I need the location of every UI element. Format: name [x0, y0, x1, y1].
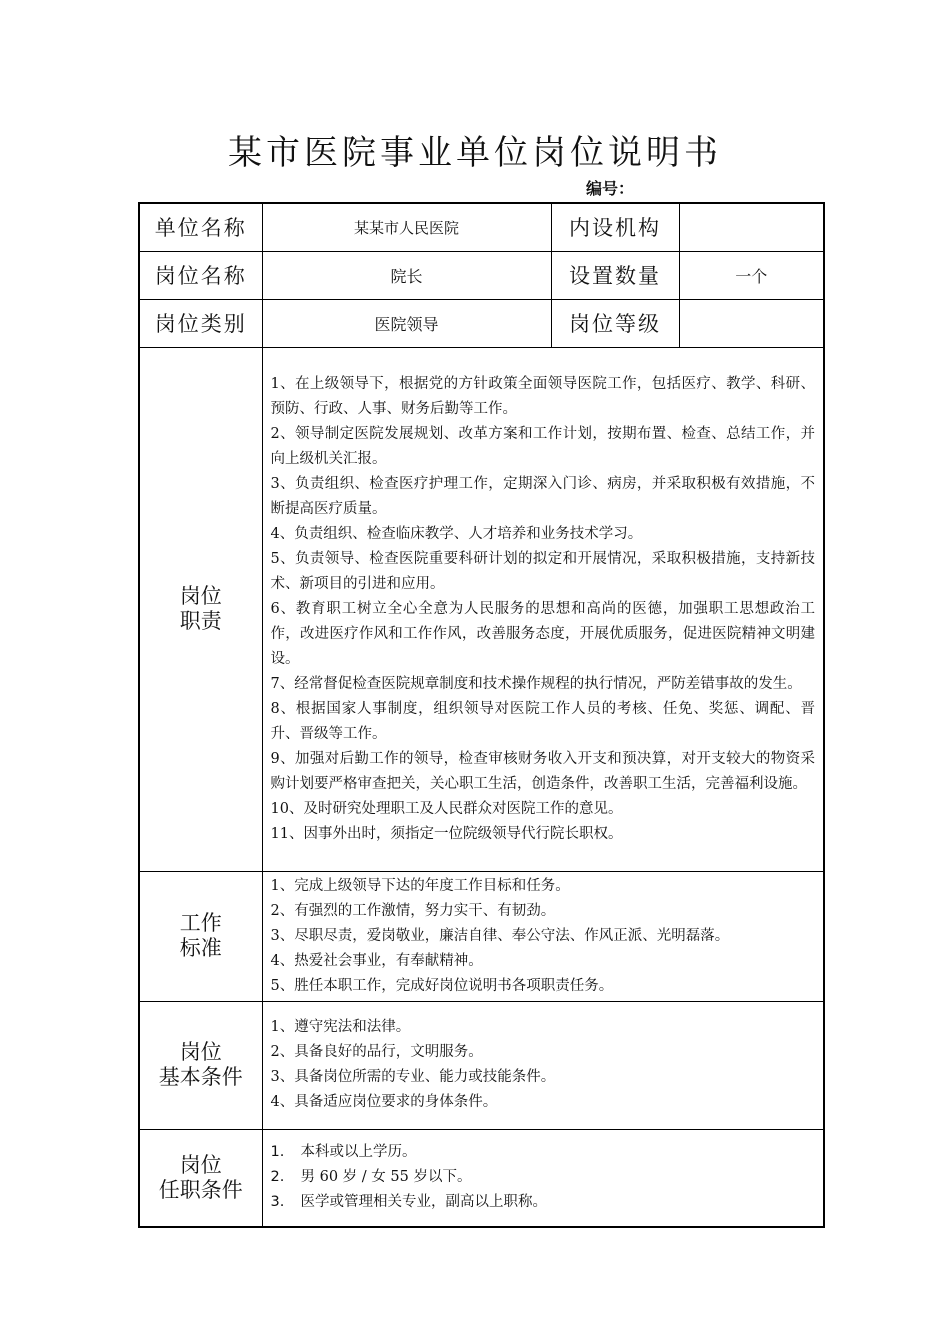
category-value: 医院领导: [262, 299, 551, 347]
duties-label-line2: 职责: [179, 609, 222, 633]
internal-org-value: [679, 203, 824, 251]
qualification-number: 2.: [270, 1169, 285, 1186]
row-unit: [139, 203, 824, 251]
basic-conditions-list: [262, 1001, 824, 1129]
qualification-item: [271, 1165, 816, 1190]
row-category: [139, 299, 824, 347]
duty-item: 11、因事外出时，须指定一位院级领导代行院长职权。: [270, 825, 623, 842]
qualification-item: [271, 1140, 816, 1165]
qualification-number: 1.: [270, 1144, 285, 1161]
row-standards: [139, 871, 824, 1001]
qualifications-label-line1: 岗位: [179, 1152, 222, 1177]
count-label: 设置数量: [551, 251, 679, 299]
grade-value: [679, 299, 824, 347]
document-title: 某市医院事业单位岗位说明书: [228, 133, 722, 173]
duties-label-line1: 岗位: [179, 584, 222, 608]
duty-item: 10、及时研究处理职工及人民群众对医院工作的意见。: [270, 800, 623, 817]
duty-item: 6、教育职工树立全心全意为人民服务的思想和高尚的医德，加强职工思想政治工作，改进医疗作风和工作作风，改善服务态度，开展优质服务，促进医院精神文明建设。: [270, 600, 815, 667]
standard-item: 5、胜任本职工作，完成好岗位说明书各项职责任务。: [270, 977, 614, 994]
standards-label: [139, 871, 262, 1001]
qualification-text: 本科或以上学历。: [300, 1144, 417, 1161]
standards-label-line1: 工作: [179, 911, 222, 935]
standard-item: 4、热爱社会事业，有奉献精神。: [270, 952, 483, 969]
duty-item: 9、加强对后勤工作的领导，检查审核财务收入开支和预决算，对开支较大的物资采购计划要严格审查把关，关心职工生活，创造条件，改善职工生活，完善福利设施。: [270, 750, 815, 792]
category-label: 岗位类别: [139, 299, 262, 347]
standard-item: 1、完成上级领导下达的年度工作目标和任务。: [270, 877, 570, 894]
qualifications-label-line2: 任职条件: [158, 1177, 243, 1202]
doc-number-label: 编号：: [586, 179, 635, 198]
position-description-table: [138, 202, 825, 1228]
basic-condition-item: 1、遵守宪法和法律。: [270, 1019, 411, 1035]
duty-item: 5、负责领导、检查医院重要科研计划的拟定和开展情况，采取积极措施，支持新技术、新项目的引进和应用。: [270, 550, 815, 592]
qualifications-label: [139, 1129, 262, 1227]
qualifications-list: [262, 1129, 824, 1227]
basic-conditions-label-line1: 岗位: [179, 1040, 222, 1064]
row-position: [139, 251, 824, 299]
grade-label: 岗位等级: [551, 299, 679, 347]
standards-list: [262, 871, 824, 1001]
unit-name-value: 某某市人民医院: [262, 203, 551, 251]
duty-item: 3、负责组织、检查医疗护理工作，定期深入门诊、病房，并采取积极有效措施，不断提高医疗质量。: [270, 475, 815, 517]
duty-item: 7、经常督促检查医院规章制度和技术操作规程的执行情况，严防差错事故的发生。: [270, 675, 802, 692]
row-qualifications: [139, 1129, 824, 1227]
basic-condition-item: 2、具备良好的品行，文明服务。: [270, 1044, 483, 1060]
internal-org-label: 内设机构: [551, 203, 679, 251]
basic-condition-item: 3、具备岗位所需的专业、能力或技能条件。: [270, 1069, 556, 1085]
duty-item: 8、根据国家人事制度，组织领导对医院工作人员的考核、任免、奖惩、调配、晋升、晋级等工作。: [270, 700, 815, 742]
basic-conditions-label: [139, 1001, 262, 1129]
duty-item: 1、在上级领导下，根据党的方针政策全面领导医院工作，包括医疗、教学、科研、预防、行政、人事、财务后勤等工作。: [270, 375, 815, 417]
duties-list: [262, 347, 824, 871]
row-duties: [139, 347, 824, 871]
position-name-value: 院长: [262, 251, 551, 299]
qualification-text: 男 60 岁 / 女 55 岁以下。: [300, 1169, 472, 1186]
position-name-label: 岗位名称: [139, 251, 262, 299]
qualification-number: 3.: [270, 1194, 285, 1211]
standard-item: 2、有强烈的工作激情，努力实干、有韧劲。: [270, 902, 556, 919]
standards-label-line2: 标准: [179, 936, 222, 960]
qualification-text: 医学或管理相关专业，副高以上职称。: [300, 1194, 547, 1211]
qualification-item: [271, 1190, 816, 1215]
row-basic-conditions: [139, 1001, 824, 1129]
count-value: 一个: [679, 251, 824, 299]
duty-item: 4、负责组织、检查临床教学、人才培养和业务技术学习。: [270, 525, 643, 542]
unit-name-label: 单位名称: [139, 203, 262, 251]
basic-conditions-label-line2: 基本条件: [158, 1065, 243, 1089]
duties-label: [139, 347, 262, 871]
basic-condition-item: 4、具备适应岗位要求的身体条件。: [270, 1094, 498, 1110]
duty-item: 2、领导制定医院发展规划、改革方案和工作计划，按期布置、检查、总结工作，并向上级机关汇报。: [270, 425, 815, 467]
standard-item: 3、尽职尽责，爱岗敬业，廉洁自律、奉公守法、作风正派、光明磊落。: [270, 927, 730, 944]
